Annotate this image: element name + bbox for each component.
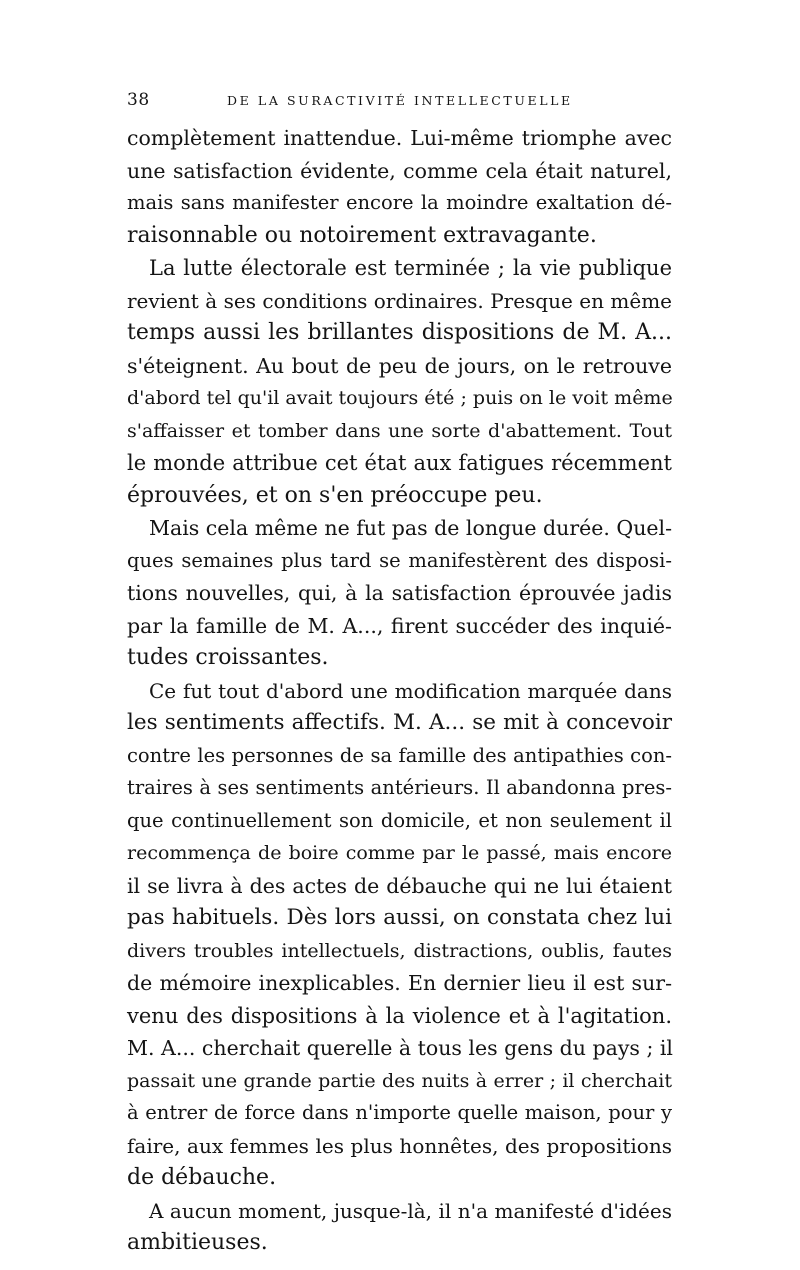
text-line: le monde attribue cet état aux fatigues récemment bbox=[127, 451, 672, 475]
text-line: il se livra à des actes de débauche qui ne lui étaient bbox=[127, 873, 672, 898]
text-line: à entrer de force dans n'importe quelle maison, pour y bbox=[127, 1101, 672, 1124]
text-line: complètement inattendue. Lui-même triomphe avec bbox=[127, 126, 672, 150]
text-line: éprouvées, et on s'en préoccupe peu. bbox=[127, 482, 543, 508]
page-header bbox=[127, 90, 672, 118]
text-line: de mémoire inexplicables. En dernier lieu il est sur- bbox=[127, 971, 672, 995]
page-number: 38 bbox=[127, 90, 150, 110]
text-line: temps aussi les brillantes dispositions de M. A... bbox=[127, 320, 672, 345]
text-line: que continuellement son domicile, et non seulement il bbox=[127, 808, 672, 832]
text-line: s'affaisser et tomber dans une sorte d'abattement. Tout bbox=[127, 419, 672, 442]
text-line: ques semaines plus tard se manifestèrent des disposi- bbox=[127, 548, 672, 572]
text-line: ambitieuses. bbox=[127, 1230, 268, 1255]
text-line: tions nouvelles, qui, à la satisfaction éprouvée jadis bbox=[127, 581, 672, 605]
text-line: pas habituels. Dès lors aussi, on constata chez lui bbox=[127, 905, 672, 930]
text-line: divers troubles intellectuels, distractions, oublis, fautes bbox=[127, 939, 672, 962]
text-line: raisonnable ou notoirement extravagante. bbox=[127, 222, 597, 248]
text-line: venu des dispositions à la violence et à l'agitation. bbox=[127, 1003, 672, 1028]
text-line: d'abord tel qu'il avait toujours été ; puis on le voit même bbox=[127, 387, 673, 409]
text-line: Ce fut tout d'abord une modification marquée dans bbox=[149, 678, 672, 703]
text-line: s'éteignent. Au bout de peu de jours, on le retrouve bbox=[127, 353, 672, 378]
text-line: M. A... cherchait querelle à tous les gens du pays ; il bbox=[127, 1036, 673, 1060]
text-line: une satisfaction évidente, comme cela était naturel, bbox=[127, 158, 672, 183]
text-line: A aucun moment, jusque-là, il n'a manifesté d'idées bbox=[149, 1198, 672, 1223]
text-line: par la famille de M. A..., firent succéder des inquié- bbox=[127, 613, 672, 638]
text-line: Mais cela même ne fut pas de longue durée. Quel- bbox=[149, 516, 673, 540]
text-line: La lutte électorale est terminée ; la vie publique bbox=[149, 256, 672, 280]
text-line: contre les personnes de sa famille des antipathies con- bbox=[127, 743, 672, 767]
body-text bbox=[127, 122, 672, 1260]
text-line: recommença de boire comme par le passé, mais encore bbox=[127, 842, 672, 864]
text-line: les sentiments affectifs. M. A... se mit à concevoir bbox=[127, 710, 672, 735]
text-line: tudes croissantes. bbox=[127, 645, 329, 670]
text-line: faire, aux femmes les plus honnêtes, des propositions bbox=[127, 1133, 672, 1158]
text-line: passait une grande partie des nuits à errer ; il cherchait bbox=[127, 1069, 672, 1092]
text-line: mais sans manifester encore la moindre exaltation dé- bbox=[127, 191, 672, 214]
running-head: DE LA SURACTIVITÉ INTELLECTUELLE bbox=[227, 93, 573, 108]
text-line: revient à ses conditions ordinaires. Presque en même bbox=[127, 288, 672, 313]
text-line: traires à ses sentiments antérieurs. Il abandonna pres- bbox=[127, 776, 672, 799]
text-line: de débauche. bbox=[127, 1165, 277, 1190]
